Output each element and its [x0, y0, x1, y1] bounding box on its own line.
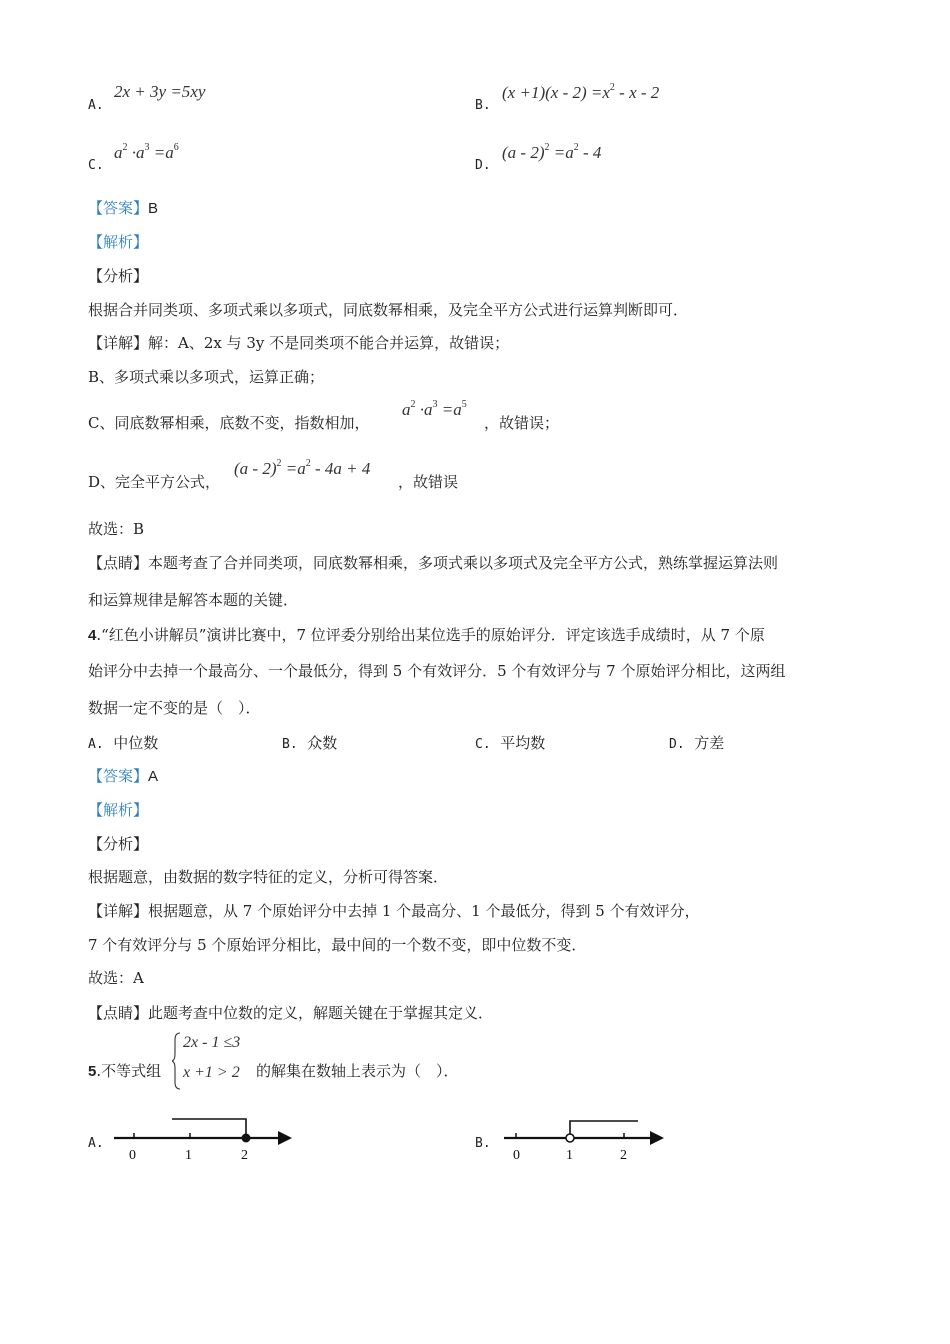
q3-option-c-expr: $a^2 \cdot a^3 =a^6$ [114, 142, 179, 162]
tick-label-1: 1 [566, 1148, 573, 1163]
q3-detail-line4 [88, 472, 220, 492]
q4-option-d [669, 733, 724, 755]
q4-number: 4 [88, 627, 97, 644]
q3-dianjing-line1 [88, 553, 778, 573]
q4-option-a [88, 733, 158, 755]
q4-stem-text: .“红色小讲解员”演讲比赛中，7 位评委分别给出某位选手的原始评分．评定该选手成绩时，从 7 个原 [96, 626, 765, 644]
system-brace-icon [172, 1032, 182, 1090]
q5-stem-prefix [88, 1061, 161, 1082]
axis-arrow-icon [278, 1131, 292, 1145]
q5-system-line1: 2x - 1 ≤3 [183, 1034, 241, 1051]
q4-fenxi-tag: 【分析】 [88, 835, 149, 853]
q5-stem-suffix: 的解集在数轴上表示为（ ）． [256, 1062, 459, 1080]
tick-label-0: 0 [513, 1148, 520, 1163]
detail-tag: 【详解】 [88, 334, 149, 352]
option-text: 方差 [694, 734, 725, 752]
detail-tag: 【详解】 [88, 902, 149, 920]
q5-system-line2: x +1 > 2 [183, 1064, 240, 1081]
detail-line3-pre: C、同底数幂相乘，底数不变，指数相加， [88, 414, 370, 432]
q4-jiexi-tag: 【解析】 [88, 801, 149, 819]
q3-detail-line3-post: ，故错误； [484, 414, 560, 432]
q3-answer [88, 198, 158, 219]
q3-option-d-label: D. [475, 158, 491, 173]
q3-option-c-label: C. [88, 158, 104, 173]
q3-option-d-expr: $(a - 2)^2 =a^2 - 4$ [502, 142, 602, 162]
q4-fenxi-text: 根据题意，由数据的数字特征的定义，分析可得答案． [88, 868, 449, 886]
q5-option-b-label: B. [475, 1136, 491, 1151]
tick-label-1: 1 [185, 1148, 192, 1163]
dianjing-text: 此题考查中位数的定义，解题关键在于掌握其定义． [148, 1004, 494, 1022]
q3-dianjing-line2: 和运算规律是解答本题的关键． [88, 591, 299, 609]
q5-option-a-label: A. [88, 1136, 104, 1151]
q4-answer [88, 766, 158, 787]
q3-detail-line4-post: ，故错误 [398, 473, 459, 491]
answer-value: B [148, 200, 159, 217]
answer-tag: 【答案】 [88, 199, 149, 217]
q4-option-b [282, 733, 337, 755]
q3-detail-line1 [88, 333, 509, 353]
q4-detail-line1 [88, 901, 700, 921]
q3-detail-line4-expr: $(a - 2)^2 =a^2 - 4a + 4$ [234, 458, 371, 478]
option-label: D. [669, 737, 685, 752]
option-text: 平均数 [500, 734, 546, 752]
open-point-icon [566, 1134, 574, 1142]
option-text: 众数 [307, 734, 338, 752]
q3-detail-line3 [88, 413, 369, 433]
q4-stem-line1 [88, 625, 765, 646]
tick-label-2: 2 [241, 1148, 248, 1163]
option-label: B. [282, 737, 298, 752]
answer-value: A [148, 768, 159, 785]
q3-choice: 故选：B [88, 520, 145, 538]
q3-jiexi-tag: 【解析】 [88, 233, 149, 251]
q3-detail-line3-expr: $a^2 \cdot a^3 =a^5$ [402, 399, 467, 419]
q3-option-a-expr: 2x + 3y =5xy [114, 82, 206, 101]
dianjing-tag: 【点睛】 [88, 1004, 149, 1022]
dianjing-tag: 【点睛】 [88, 554, 149, 572]
option-text: 中位数 [113, 734, 159, 752]
option-label: A. [88, 737, 104, 752]
q5-option-b-number-line [498, 1112, 678, 1168]
solution-bracket [172, 1119, 246, 1134]
q3-option-b-label: B. [475, 98, 491, 113]
detail-text: 根据题意，从 7 个原始评分中去掉 1 个最高分、1 个最低分，得到 5 个有效评分， [148, 902, 700, 920]
option-label: C. [475, 737, 491, 752]
q5-option-a-number-line [108, 1112, 298, 1168]
detail-line4-pre: D、完全平方公式， [88, 473, 221, 491]
tick-label-0: 0 [129, 1148, 136, 1163]
q5-number: 5 [88, 1063, 97, 1080]
q4-dianjing [88, 1003, 493, 1023]
q4-stem-line2: 始评分中去掉一个最高分、一个最低分，得到 5 个有效评分．5 个有效评分与 7 个原始评分相比，这两组 [88, 662, 786, 680]
q3-fenxi-tag: 【分析】 [88, 267, 149, 285]
q5-prefix-text: .不等式组 [96, 1062, 162, 1080]
q4-detail-line2: 7 个有效评分与 5 个原始评分相比，最中间的一个数不变，即中位数不变． [88, 936, 587, 954]
closed-point-icon [242, 1134, 251, 1143]
q3-detail-line2: B、多项式乘以多项式，运算正确； [88, 368, 325, 386]
q3-option-b-expr: $(x +1)(x - 2) =x^2 - x - 2$ [502, 82, 660, 102]
q3-option-a-label: A. [88, 98, 104, 113]
q4-choice: 故选：A [88, 969, 144, 987]
tick-label-2: 2 [620, 1148, 627, 1163]
solution-bracket [570, 1121, 638, 1134]
dianjing-text: 本题考查了合并同类项，同底数幂相乘，多项式乘以多项式及完全平方公式，熟练掌握运算法则 [148, 554, 779, 572]
answer-tag: 【答案】 [88, 767, 149, 785]
detail-text: 解：A、2x 与 3y 不是同类项不能合并运算，故错误； [148, 334, 510, 352]
q3-fenxi-text: 根据合并同类项、多项式乘以多项式，同底数幂相乘，及完全平方公式进行运算判断即可． [88, 301, 689, 319]
q4-option-c [475, 733, 545, 755]
q4-stem-line3: 数据一定不变的是（ ）． [88, 699, 261, 717]
axis-arrow-icon [650, 1131, 664, 1145]
